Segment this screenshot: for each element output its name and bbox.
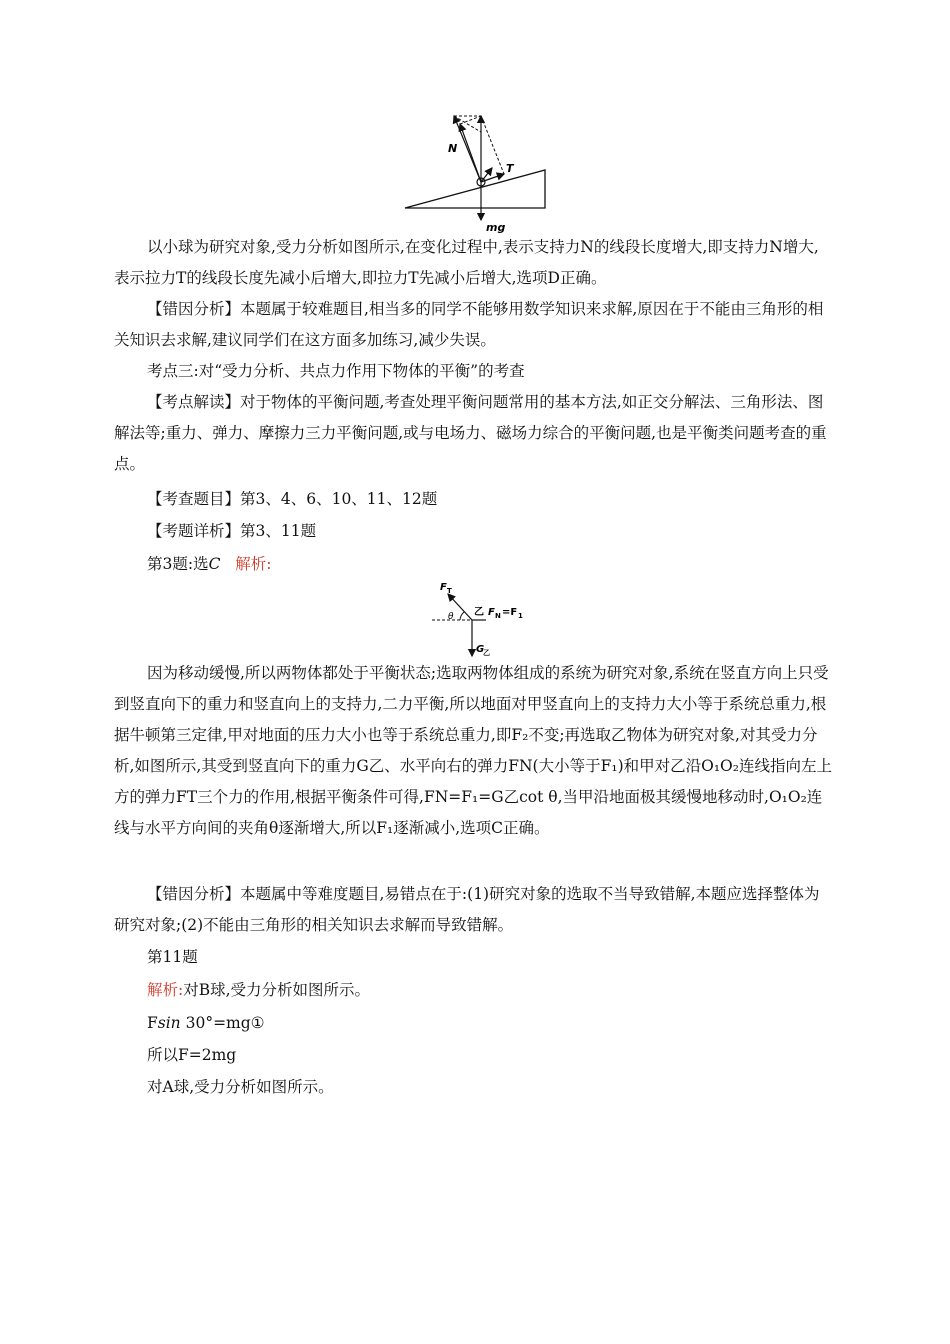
figure-yi-force-diagram bbox=[430, 578, 540, 658]
label-theta: θ bbox=[448, 612, 454, 622]
label-ft-sub: T bbox=[447, 587, 452, 595]
eq1-sin: sin bbox=[157, 1014, 181, 1032]
label-n: N bbox=[448, 142, 458, 155]
heading-topic-3: 考点三:对“受力分析、共点力作用下物体的平衡”的考查 bbox=[147, 362, 525, 380]
label-fn-sub: N bbox=[495, 612, 501, 620]
q11-jiexi: 解析: bbox=[147, 981, 184, 999]
question-11-header: 第11题 bbox=[147, 948, 198, 966]
label-g-sub: 乙 bbox=[483, 649, 490, 657]
question-3-header bbox=[114, 549, 834, 580]
eq1-f: F bbox=[147, 1014, 158, 1032]
q3-prefix: 第3题:选 bbox=[147, 555, 209, 573]
q3-choice: C bbox=[208, 555, 221, 573]
q3-jiexi: 解析: bbox=[235, 555, 272, 573]
q11-line1-text: 对B球,受力分析如图所示。 bbox=[183, 981, 371, 999]
label-g: G bbox=[476, 644, 485, 655]
equation-1 bbox=[147, 1011, 265, 1035]
label-yi: 乙 bbox=[474, 607, 484, 618]
paragraph-4: 因为移动缓慢,所以两物体都处于平衡状态;选取两物体组成的系统为研究对象,系统在竖直方向上只受到竖直向下的重力和竖直向上的支持力,二力平衡,所以地面对甲竖直向上的支持力大小等于系统总重力,根据牛顿第三定律,甲对地面的压力大小也等于系统总重力,即F₂不变;再选取乙物体为研究对象,对其受力分析,如图所示,其受到竖直向下的重力G乙、水平向右的弹力FN(大小等于F₁)和甲对乙沿O₁O₂连线指向左上方的弹力FT三个力的作用,根据平衡条件可得,FN=F₁=G乙cot θ,当甲沿地面极其缓慢地移动时,O₁O₂连线与水平方向间的夹角θ逐渐增大,所以F₁逐渐减小,选项C正确。 bbox=[114, 664, 832, 837]
label-fn: F bbox=[488, 607, 495, 618]
paragraph-1: 以小球为研究对象,受力分析如图所示,在变化过程中,表示支持力N的线段长度增大,即支持力N增大,表示拉力T的线段长度先减小后增大,即拉力T先减小后增大,选项D正确。 bbox=[114, 238, 819, 287]
paragraph-3: 【考点解读】对于物体的平衡问题,考查处理平衡问题常用的基本方法,如正交分解法、三角形法、图解法等;重力、弹力、摩擦力三力平衡问题,或与电场力、磁场力综合的平衡问题,也是平衡类问题考查的重点。 bbox=[114, 393, 827, 473]
label-eq: =F bbox=[502, 607, 518, 618]
eq1-rest: 30°=mg① bbox=[180, 1014, 265, 1032]
label-ft: F bbox=[440, 582, 447, 593]
exam-details: 【考题详析】第3、11题 bbox=[147, 522, 317, 540]
line-ball-a: 对A球,受力分析如图所示。 bbox=[147, 1078, 334, 1096]
equation-2: 所以F=2mg bbox=[147, 1046, 237, 1064]
figure-incline-force-diagram bbox=[400, 110, 550, 235]
label-t: T bbox=[506, 162, 514, 175]
question-11-line-1 bbox=[147, 978, 370, 1002]
label-eq-sub: 1 bbox=[518, 612, 523, 620]
paragraph-5: 【错因分析】本题属中等难度题目,易错点在于:(1)研究对象的选取不当导致错解,本题应选择整体为研究对象;(2)不能由三角形的相关知识去求解而导致错解。 bbox=[114, 885, 820, 934]
exam-topics: 【考查题目】第3、4、6、10、11、12题 bbox=[147, 490, 438, 508]
label-mg: mg bbox=[486, 221, 506, 234]
paragraph-2: 【错因分析】本题属于较难题目,相当多的同学不能够用数学知识来求解,原因在于不能由三角形的相关知识去求解,建议同学们在这方面多加练习,减少失误。 bbox=[114, 300, 824, 349]
incline-wedge bbox=[405, 170, 545, 208]
